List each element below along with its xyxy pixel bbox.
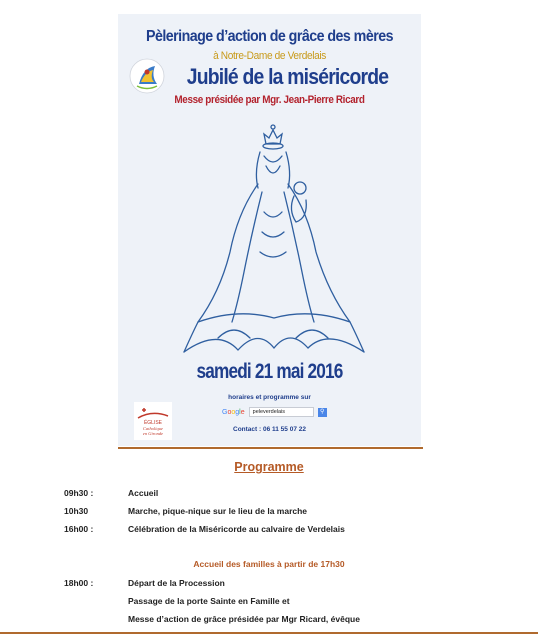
program-row (64, 596, 290, 606)
program-row (64, 614, 360, 624)
program-time: 10h30 (64, 506, 89, 516)
poster-subtitle: à Notre-Dame de Verdelais (213, 50, 326, 62)
eglise-catholique-en-gironde-logo-icon (134, 402, 172, 440)
google-search-bar (222, 407, 327, 417)
program-row (64, 524, 345, 534)
poster-jubile-heading: Jubilé de la miséricorde (186, 64, 389, 89)
poster-title: Pèlerinage d’action de grâce des mères (146, 28, 393, 45)
poster-contact: Contact : 06 11 55 07 22 (233, 426, 306, 433)
divider-bottom (0, 632, 538, 634)
program-row (64, 578, 225, 588)
jubilee-logo-icon (129, 58, 165, 94)
program-title: Programme (234, 460, 304, 474)
svg-text:Catholique: Catholique (143, 426, 163, 431)
program-time: 16h00 : (64, 524, 94, 534)
svg-text:en Gironde: en Gironde (142, 431, 164, 436)
event-poster (118, 14, 421, 446)
madonna-drawing-icon (178, 122, 368, 362)
program-label: Célébration de la Miséricorde au calvaire de Verdelais (128, 524, 345, 534)
search-query-box: peleverdelais (249, 407, 314, 417)
program-row (64, 488, 158, 498)
accueil-familles-heading: Accueil des familles à partir de 17h30 (193, 559, 345, 569)
program-time: 18h00 : (64, 578, 94, 588)
search-icon: ⚲ (318, 408, 327, 417)
program-label: Messe d’action de grâce présidée par Mgr Ricard, évêque (128, 614, 360, 624)
program-label: Marche, pique-nique sur le lieu de la marche (128, 506, 308, 516)
google-logo-icon: Google (222, 408, 245, 416)
poster-date: samedi 21 mai 2016 (196, 360, 343, 383)
program-label: Passage de la porte Sainte en Famille et (128, 596, 290, 606)
divider-top (118, 447, 423, 449)
program-label: Accueil (128, 488, 159, 498)
program-time: 09h30 : (64, 488, 94, 498)
program-row (64, 506, 307, 516)
poster-horaires-text: horaires et programme sur (228, 394, 311, 401)
program-label: Départ de la Procession (128, 578, 225, 588)
svg-text:ÉGLISE: ÉGLISE (143, 420, 163, 426)
poster-messe-line: Messe présidée par Mgr. Jean-Pierre Ricard (174, 94, 365, 106)
